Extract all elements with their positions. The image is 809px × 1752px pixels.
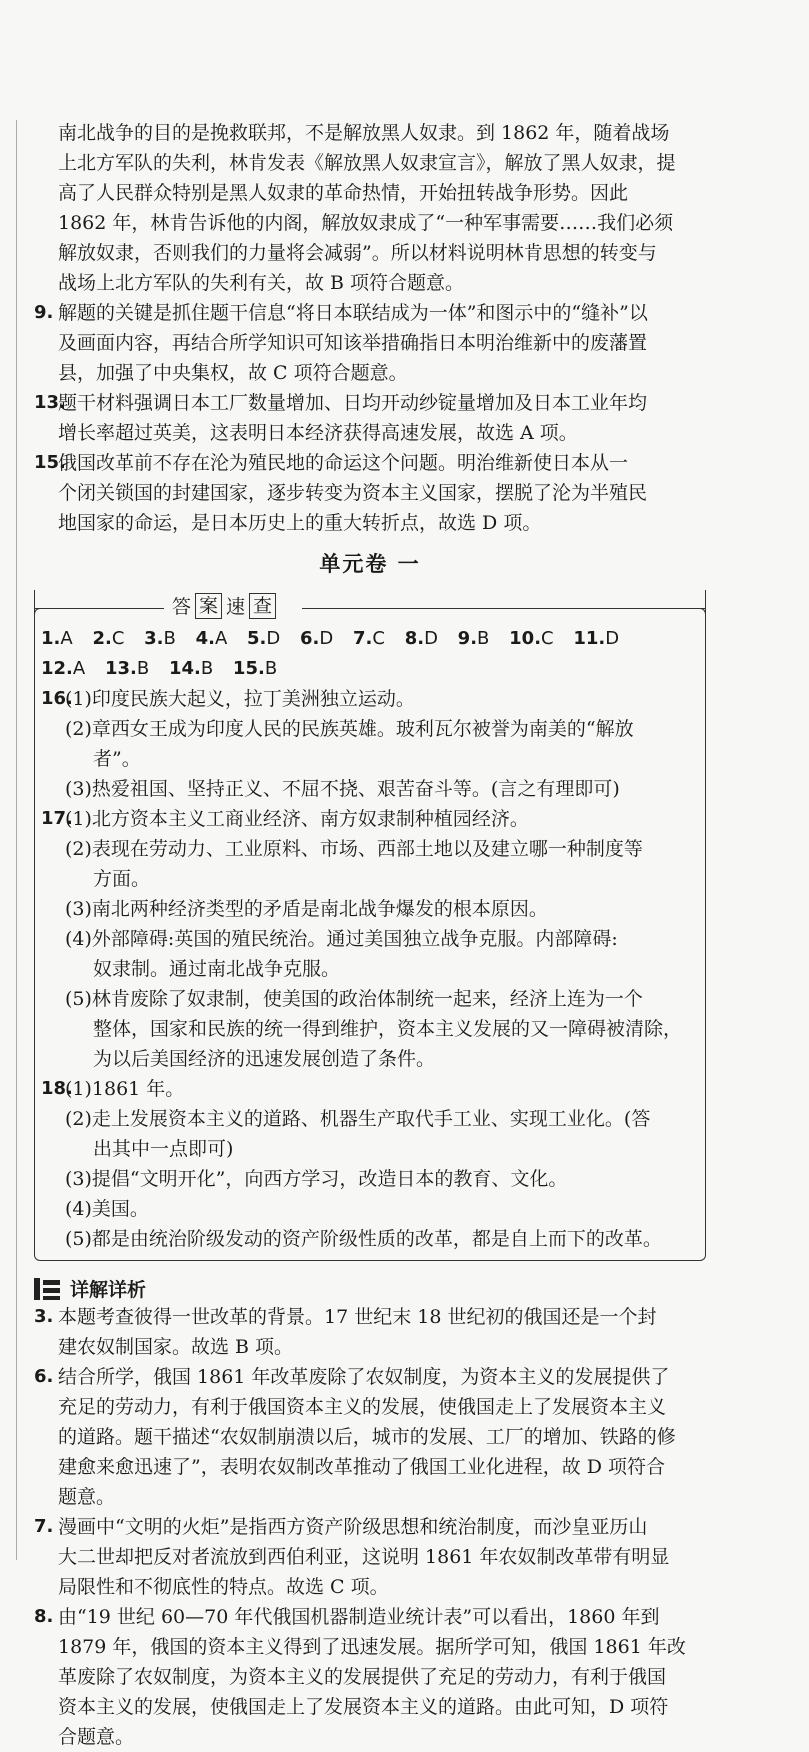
title-char: 速 — [226, 596, 246, 618]
text-line: 出其中一点即可) — [93, 1138, 234, 1160]
detail-item-6 — [34, 1362, 706, 1512]
text-line: 建愈来愈迅速了”，表明农奴制改革推动了俄国工业化进程，故 D 项符合 — [58, 1456, 666, 1478]
mc-answer — [41, 658, 85, 679]
text-line: (5)都是由统治阶级发动的资产阶级性质的改革，都是自上而下的改革。 — [65, 1228, 662, 1250]
mc-letter: A — [72, 658, 86, 679]
box-corner-right — [697, 608, 706, 617]
left-margin-rule — [16, 120, 17, 1560]
mc-letter: B — [136, 658, 150, 679]
title-char-boxed: 案 — [195, 593, 222, 619]
mc-number: 6. — [300, 628, 320, 649]
mc-letter: A — [60, 628, 73, 649]
mc-number: 7. — [353, 628, 373, 649]
text-line: (3)热爱祖国、坚持正义、不屈不挠、艰苦奋斗等。(言之有理即可) — [65, 778, 620, 800]
text-line: 地国家的命运，是日本历史上的重大转折点，故选 D 项。 — [58, 512, 542, 534]
mc-answer — [247, 628, 280, 649]
mc-letter: D — [424, 628, 438, 649]
answer-item-16 — [41, 684, 699, 804]
mc-answer — [92, 628, 124, 649]
item-number: 18. — [41, 1078, 73, 1099]
text-line: 革废除了农奴制度，为资本主义的发展提供了充足的劳动力，有利于俄国 — [58, 1666, 667, 1688]
text-line: 资本主义的发展，使俄国走上了发展资本主义的道路。由此可知，D 项符 — [58, 1696, 669, 1718]
text-line: 建农奴制国家。故选 B 项。 — [58, 1336, 294, 1358]
text-line: 上北方军队的失利，林肯发表《解放黑人奴隶宣言》，解放了黑人奴隶，提 — [58, 152, 676, 174]
text-line: 方面。 — [93, 868, 151, 890]
text-line: (2)走上发展资本主义的道路、机器生产取代手工业、实现工业化。(答 — [65, 1108, 651, 1130]
mc-answer — [573, 628, 619, 649]
text-line: 整体，国家和民族的统一得到维护，资本主义发展的又一障碍被清除， — [93, 1018, 683, 1040]
explanation-item-15 — [34, 448, 706, 538]
text-line: 局限性和不彻底性的特点。故选 C 项。 — [58, 1576, 389, 1598]
text-line: 合题意。 — [58, 1726, 135, 1748]
text-line: 高了人民群众特别是黑人奴隶的革命热情，开始扭转战争形势。因此 — [58, 182, 629, 204]
mc-number: 2. — [92, 628, 112, 649]
text-line: 南北战争的目的是挽救联邦，不是解放黑人奴隶。到 1862 年，随着战场 — [58, 122, 670, 144]
text-line: (4)外部障碍:英国的殖民统治。通过美国独立战争克服。内部障碍: — [65, 928, 618, 950]
mc-number: 14. — [168, 658, 201, 679]
mc-answer — [41, 628, 73, 649]
mc-answer — [233, 658, 277, 679]
item-number: 3. — [34, 1306, 54, 1327]
mc-letter: C — [372, 628, 385, 649]
mc-number: 3. — [144, 628, 164, 649]
mc-answer — [405, 628, 438, 649]
mc-number: 10. — [509, 628, 542, 649]
mc-letter: C — [541, 628, 554, 649]
mc-answers-row-2 — [41, 654, 699, 684]
mc-number: 12. — [41, 658, 73, 679]
text-line: 及画面内容，再结合所学知识可知该举措确指日本明治维新中的废藩置 — [58, 332, 648, 354]
mc-letter: B — [264, 658, 278, 679]
answer-box-header — [34, 590, 706, 624]
item-number: 7. — [34, 1516, 54, 1537]
mc-answer — [144, 628, 176, 649]
text-line: 1862 年，林肯告诉他的内阁，解放奴隶成了“一种军事需要……我们必须 — [58, 212, 674, 234]
answer-quick-check-box — [34, 590, 706, 1261]
text-line: 1879 年，俄国的资本主义得到了迅速发展。据所学可知，俄国 1861 年改 — [58, 1636, 686, 1658]
title-char: 答 — [172, 596, 192, 618]
text-line: 个闭关锁国的封建国家，逐步转变为资本主义国家，摆脱了沦为半殖民 — [58, 482, 648, 504]
item-number: 15. — [34, 452, 66, 473]
mc-number: 8. — [404, 628, 425, 649]
text-line: (4)美国。 — [65, 1198, 149, 1220]
mc-letter: A — [214, 628, 228, 649]
mc-letter: B — [200, 658, 214, 679]
mc-letter: D — [266, 628, 281, 649]
text-line: 题干材料强调日本工厂数量增加、日均开动纱锭量增加及日本工业年均 — [58, 392, 648, 414]
mc-number: 13. — [104, 658, 137, 679]
answer-item-17 — [41, 804, 699, 1074]
text-line: 为以后美国经济的迅速发展创造了条件。 — [93, 1048, 436, 1070]
mc-answer — [169, 658, 213, 679]
mc-number: 1. — [41, 628, 61, 649]
detail-item-8 — [34, 1602, 706, 1752]
top-continuation — [34, 118, 706, 298]
text-line: 县，加强了中央集权，故 C 项符合题意。 — [58, 362, 408, 384]
list-icon — [34, 1278, 60, 1300]
text-line: 解题的关键是抓住题干信息“将日本联结成为一体”和图示中的“缝补”以 — [58, 302, 648, 324]
text-line: 的道路。题干描述“农奴制崩溃以后，城市的发展、工厂的增加、铁路的修 — [58, 1426, 676, 1448]
text-line: 结合所学，俄国 1861 年改革废除了农奴制度，为资本主义的发展提供了 — [58, 1366, 670, 1388]
item-number: 17. — [41, 808, 73, 829]
text-line: (1)印度民族大起义，拉丁美洲独立运动。 — [65, 688, 415, 710]
mc-letter: B — [163, 628, 176, 649]
text-line: 奴隶制。通过南北战争克服。 — [93, 958, 341, 980]
mc-answer — [105, 658, 149, 679]
mc-letter: D — [605, 628, 620, 649]
mc-number: 9. — [457, 628, 478, 649]
text-line: 由“19 世纪 60—70 年代俄国机器制造业统计表”可以看出，1860 年到 — [58, 1606, 660, 1628]
box-top-line-right — [302, 608, 706, 609]
item-number: 13. — [34, 392, 66, 413]
detail-section-header — [34, 1275, 706, 1302]
text-line: 漫画中“文明的火炬”是指西方资产阶级思想和统治制度，而沙皇亚历山 — [58, 1516, 648, 1538]
title-char-boxed: 查 — [249, 593, 276, 619]
answer-item-18 — [41, 1074, 699, 1254]
mc-letter: B — [477, 628, 490, 649]
mc-letter: C — [111, 628, 125, 649]
explanation-item-9 — [34, 298, 706, 388]
text-line: 题意。 — [58, 1486, 116, 1508]
mc-answer — [196, 628, 228, 649]
text-line: (2)表现在劳动力、工业原料、市场、西部土地以及建立哪一种制度等 — [65, 838, 643, 860]
box-top-line-left — [34, 608, 164, 609]
text-line: 俄国改革前不存在沦为殖民地的命运这个问题。明治维新使日本从一 — [58, 452, 629, 474]
text-line: (2)章西女王成为印度人民的民族英雄。玻利瓦尔被誉为南美的“解放 — [65, 718, 634, 740]
text-line: 大二世却把反对者流放到西伯利亚，这说明 1861 年农奴制改革带有明显 — [58, 1546, 670, 1568]
item-number: 6. — [34, 1366, 54, 1387]
mc-number: 5. — [247, 628, 267, 649]
text-line: 者”。 — [93, 748, 141, 770]
content-column — [34, 118, 706, 1752]
mc-number: 15. — [232, 658, 265, 679]
mc-number: 4. — [195, 628, 215, 649]
text-line: 战场上北方军队的失利有关，故 B 项符合题意。 — [58, 272, 465, 294]
detail-item-7 — [34, 1512, 706, 1602]
mc-answer — [509, 628, 553, 649]
text-line: (1)1861 年。 — [65, 1078, 185, 1100]
item-number: 16. — [41, 688, 73, 709]
explanation-item-13 — [34, 388, 706, 448]
box-corner-left — [34, 608, 43, 617]
text-line: 本题考查彼得一世改革的背景。17 世纪末 18 世纪初的俄国还是一个封 — [58, 1306, 657, 1328]
mc-letter: D — [319, 628, 334, 649]
mc-answer — [458, 628, 490, 649]
text-line: (3)提倡“文明开化”，向西方学习，改造日本的教育、文化。 — [65, 1168, 568, 1190]
section-title: 单元卷 一 — [319, 552, 421, 576]
mc-answer — [300, 628, 333, 649]
text-line: (3)南北两种经济类型的矛盾是南北战争爆发的根本原因。 — [65, 898, 548, 920]
detail-section-title: 详解详析 — [70, 1279, 147, 1301]
text-line: 充足的劳动力，有利于俄国资本主义的发展，使俄国走上了发展资本主义 — [58, 1396, 667, 1418]
mc-number: 11. — [573, 628, 606, 649]
text-line: (1)北方资本主义工商业经济、南方奴隶制种植园经济。 — [65, 808, 529, 830]
item-number: 9. — [34, 302, 54, 323]
mc-answers-row-1 — [41, 624, 699, 654]
text-line: 解放奴隶，否则我们的力量将会减弱”。所以材料说明林肯思想的转变与 — [58, 242, 657, 264]
mc-answer — [353, 628, 385, 649]
text-line: (5)林肯废除了奴隶制，使美国的政治体制统一起来，经济上连为一个 — [65, 988, 643, 1010]
text-line: 增长率超过英美，这表明日本经济获得高速发展，故选 A 项。 — [58, 422, 578, 444]
answer-box-title — [172, 592, 276, 619]
item-number: 8. — [34, 1606, 54, 1627]
detail-item-3 — [34, 1302, 706, 1362]
